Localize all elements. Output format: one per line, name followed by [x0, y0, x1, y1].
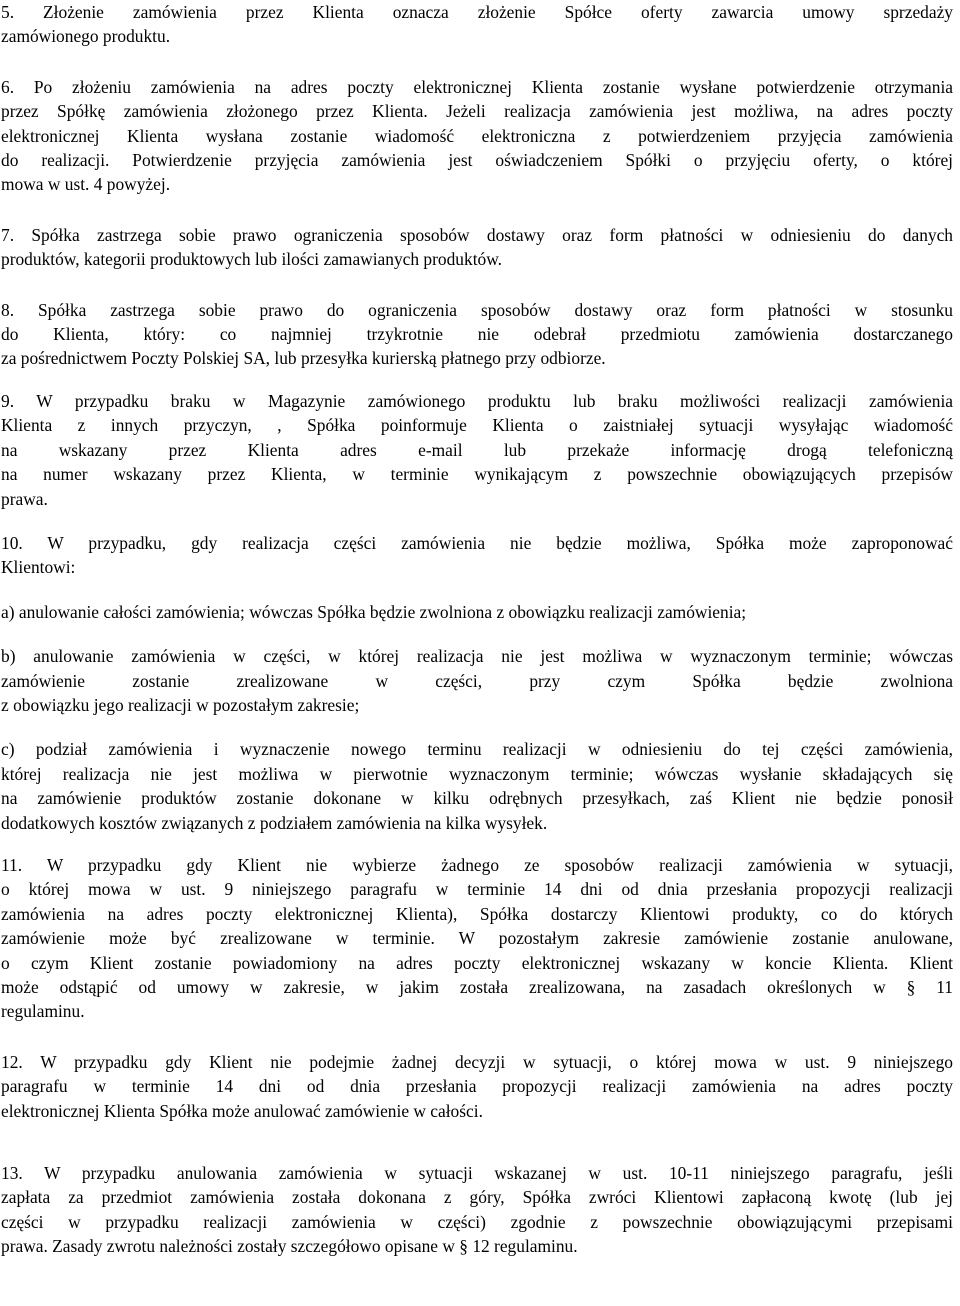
text-line: Klientowi:: [1, 557, 76, 578]
text-line: do realizacji. Potwierdzenie przyjęcia zamówienia jest oświadczeniem Spółki o przyjęciu oferty, o której: [1, 150, 953, 171]
text-line: 8. Spółka zastrzega sobie prawo do ograniczenia sposobów dostawy oraz form płatności w stosunku: [1, 299, 953, 320]
text-line: b) anulowanie zamówienia w części, w której realizacja nie jest możliwa w wyznaczonym terminie; wówczas: [1, 646, 953, 667]
paragraph-10b: [1, 644, 953, 717]
paragraph-8: [1, 298, 953, 371]
paragraph-12: [1, 1050, 953, 1123]
text-line: zamówienie zostanie zrealizowane w części, przy czym Spółka będzie zwolniona: [1, 670, 953, 691]
paragraph-7: [1, 223, 953, 272]
text-line: za pośrednictwem Poczty Polskiej SA, lub przesyłka kurierską płatnego przy odbiorze.: [1, 348, 606, 369]
text-line: o której mowa w ust. 9 niniejszego paragrafu w terminie 14 dni od dnia przesłania propozycji realizacji: [1, 879, 953, 900]
text-line: Klienta z innych przyczyn, , Spółka poinformuje Klienta o zaistniałej sytuacji wysyłając wiadomość: [1, 415, 953, 436]
text-line: może odstąpić od umowy w zakresie, w jakim została zrealizowana, na zasadach określonych w § 11: [1, 977, 953, 997]
text-line: 10. W przypadku, gdy realizacja części zamówienia nie będzie możliwa, Spółka może zaproponować: [1, 532, 953, 553]
text-line: prawa.: [1, 488, 48, 509]
text-line: 6. Po złożeniu zamówienia na adres poczty elektronicznej Klienta zostanie wysłane potwierdzenie otrzymania: [1, 76, 953, 97]
text-line: do Klienta, który: co najmniej trzykrotnie nie odebrał przedmiotu zamówienia dostarczanego: [1, 324, 953, 345]
text-line: 13. W przypadku anulowania zamówienia w sytuacji wskazanej w ust. 10-11 niniejszego paragrafu, jeśli: [1, 1163, 953, 1184]
paragraph-5: [1, 0, 953, 49]
text-line: o czym Klient zostanie powiadomiony na adres poczty elektronicznej wskazany w koncie Klienta. Klient: [1, 952, 953, 973]
text-line: zamówienia na adres poczty elektronicznej Klienta), Spółka dostarczy Klientowi produkty, co do których: [1, 903, 953, 924]
text-line: na numer wskazany przez Klienta, w terminie wynikającym z powszechnie obowiązujących przepisów: [1, 464, 953, 485]
text-line: 9. W przypadku braku w Magazynie zamówionego produktu lub braku możliwości realizacji zamówienia: [1, 390, 953, 411]
text-line: mowa w ust. 4 powyżej.: [1, 174, 171, 195]
paragraph-10a: [1, 600, 953, 624]
text-line: prawa. Zasady zwrotu należności zostały szczegółowo opisane w § 12 regulaminu.: [1, 1236, 578, 1257]
paragraph-6: [1, 75, 953, 197]
paragraph-10: [1, 531, 953, 580]
text-line: c) podział zamówienia i wyznaczenie nowego terminu realizacji w odniesieniu do tej części zamówienia,: [1, 739, 953, 760]
text-line: części w przypadku realizacji zamówienia w części) zgodnie z powszechnie obowiązującymi przepisami: [1, 1211, 953, 1232]
text-line: dodatkowych kosztów związanych z podziałem zamówienia na kilka wysyłek.: [1, 812, 548, 833]
paragraph-13: [1, 1161, 953, 1259]
text-line: zapłata za przedmiot zamówienia została dokonana z góry, Spółka zwróci Klientowi zapłaconą kwotę (lub jej: [1, 1187, 953, 1208]
text-line: elektronicznej Klienta Spółka może anulować zamówienie w całości.: [1, 1100, 483, 1121]
text-line: przez Spółkę zamówienia złożonego przez Klienta. Jeżeli realizacja zamówienia jest możliwa, na adres poczty: [1, 101, 953, 122]
text-line: elektronicznej Klienta wysłana zostanie wiadomość elektroniczna z potwierdzeniem przyjęcia zamówienia: [1, 125, 953, 146]
text-line: a) anulowanie całości zamówienia; wówczas Spółka będzie zwolniona z obowiązku realizacji zamówienia;: [1, 601, 747, 622]
text-line: produktów, kategorii produktowych lub ilości zamawianych produktów.: [1, 249, 502, 270]
text-line: której realizacja nie jest możliwa w pierwotnie wyznaczonym terminie; wówczas wysłanie składających się: [1, 763, 953, 784]
paragraph-11: [1, 853, 953, 1024]
text-line: 12. W przypadku gdy Klient nie podejmie żadnej decyzji w sytuacji, o której mowa w ust. 9 niniejszego: [1, 1051, 953, 1072]
paragraph-9: [1, 389, 953, 511]
text-line: z obowiązku jego realizacji w pozostałym zakresie;: [1, 694, 360, 715]
text-line: 11. W przypadku gdy Klient nie wybierze żadnego ze sposobów realizacji zamówienia w sytuacji,: [1, 854, 953, 875]
text-line: na zamówienie produktów zostanie dokonane w kilku odrębnych przesyłkach, zaś Klient nie będzie ponosił: [1, 788, 953, 809]
text-line: regulaminu.: [1, 1001, 85, 1022]
text-line: na wskazany przez Klienta adres e-mail lub przekaże informację drogą telefoniczną: [1, 439, 953, 460]
text-line: zamówionego produktu.: [1, 26, 171, 47]
text-line: zamówienie może być zrealizowane w terminie. W pozostałym zakresie zamówienie zostanie anulowane,: [1, 928, 953, 949]
text-line: 5. Złożenie zamówienia przez Klienta oznacza złożenie Spółce oferty zawarcia umowy sprzedaży: [1, 2, 953, 22]
paragraph-10c: [1, 737, 953, 835]
text-line: paragrafu w terminie 14 dni od dnia przesłania propozycji realizacji zamówienia na adres poczty: [1, 1076, 953, 1097]
text-line: 7. Spółka zastrzega sobie prawo ograniczenia sposobów dostawy oraz form płatności w odniesieniu do danych: [1, 224, 953, 245]
